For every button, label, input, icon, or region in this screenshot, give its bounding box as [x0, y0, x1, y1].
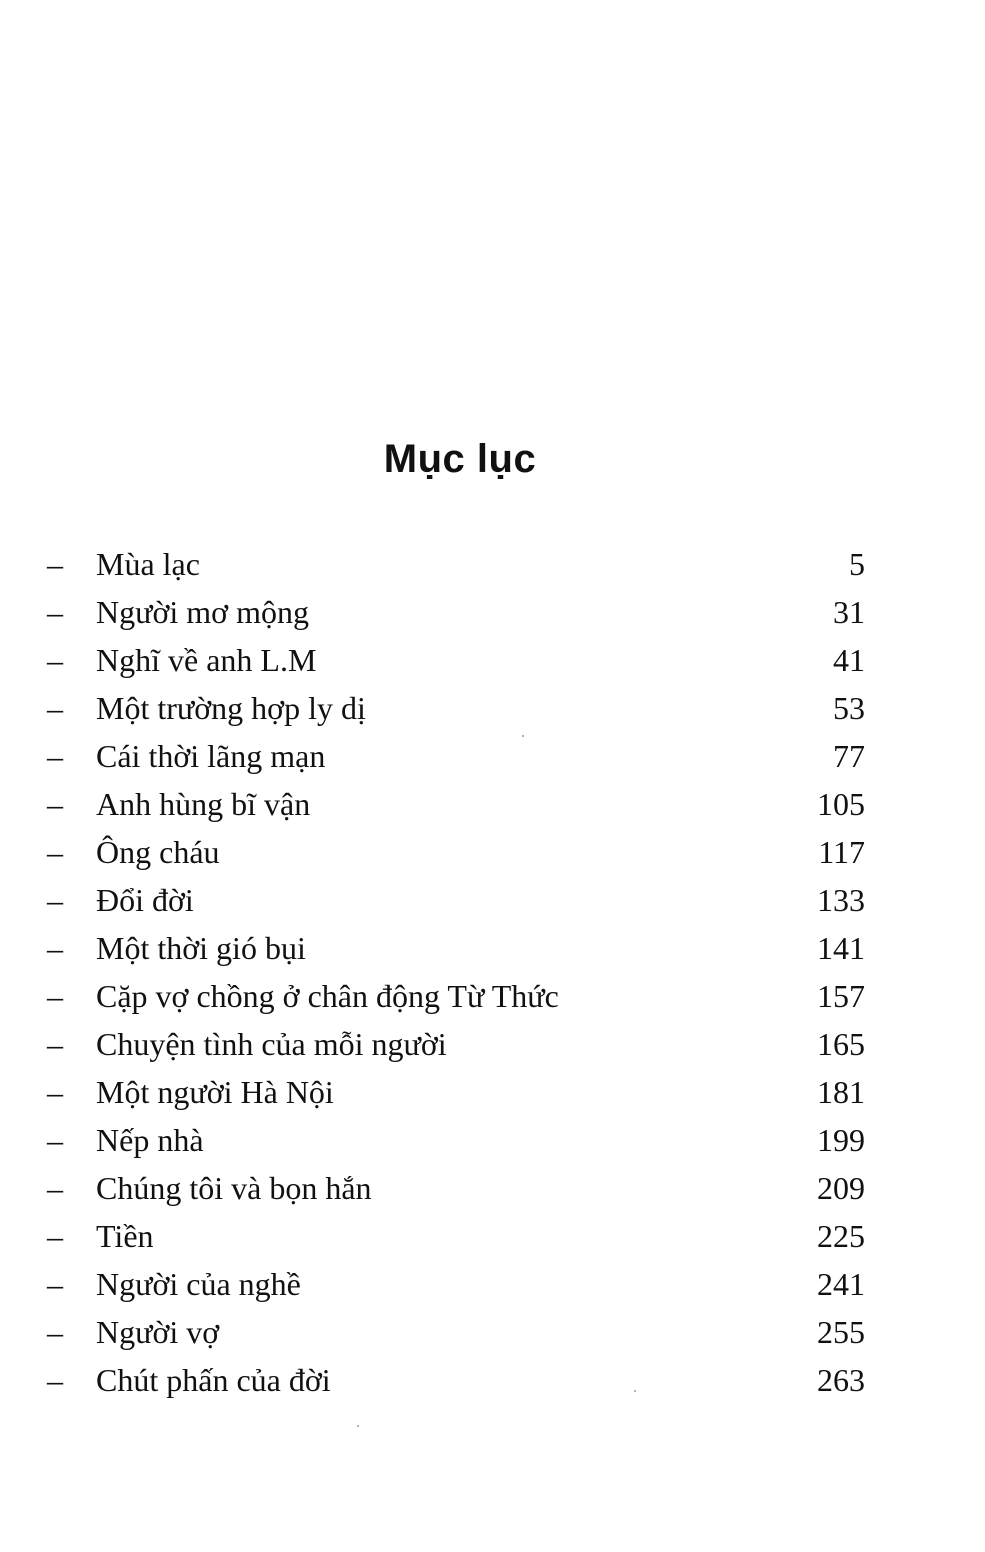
- toc-page-number: 117: [818, 834, 865, 870]
- toc-entry-title: Cái thời lãng mạn: [96, 738, 326, 774]
- toc-entry[interactable]: [0, 780, 985, 828]
- toc-dash: –: [47, 1122, 63, 1158]
- toc-page-number: 263: [817, 1362, 865, 1398]
- toc-entry[interactable]: [0, 924, 985, 972]
- toc-entry[interactable]: [0, 1068, 985, 1116]
- toc-entry[interactable]: [0, 684, 985, 732]
- toc-page-number: 181: [817, 1074, 865, 1110]
- toc-entry[interactable]: [0, 876, 985, 924]
- toc-dash: –: [47, 1074, 63, 1110]
- toc-entry-title: Một người Hà Nội: [96, 1074, 334, 1110]
- toc-page-number: 31: [833, 594, 865, 630]
- toc-page-number: 41: [833, 642, 865, 678]
- toc-dash: –: [47, 930, 63, 966]
- toc-entry-title: Mùa lạc: [96, 546, 200, 582]
- toc-entry[interactable]: [0, 1020, 985, 1068]
- table-of-contents: [0, 540, 985, 1404]
- toc-entry-title: Chuyện tình của mỗi người: [96, 1026, 447, 1062]
- toc-entry-title: Anh hùng bĩ vận: [96, 786, 311, 822]
- toc-page-number: 157: [817, 978, 865, 1014]
- toc-entry-title: Cặp vợ chồng ở chân động Từ Thức: [96, 978, 559, 1014]
- toc-dash: –: [47, 642, 63, 678]
- toc-page-number: 255: [817, 1314, 865, 1350]
- toc-entry-title: Ông cháu: [96, 834, 220, 870]
- toc-entry-title: Người vợ: [96, 1314, 220, 1350]
- toc-entry[interactable]: [0, 588, 985, 636]
- toc-entry[interactable]: [0, 828, 985, 876]
- toc-entry-title: Đổi đời: [96, 882, 194, 918]
- toc-entry-title: Một trường hợp ly dị: [96, 690, 366, 726]
- toc-page-number: 225: [817, 1218, 865, 1254]
- toc-dash: –: [47, 1314, 63, 1350]
- toc-page-number: 53: [833, 690, 865, 726]
- toc-entry[interactable]: [0, 972, 985, 1020]
- paper-speck: [522, 735, 524, 737]
- toc-entry-title: Một thời gió bụi: [96, 930, 306, 966]
- toc-dash: –: [47, 1170, 63, 1206]
- toc-entry-title: Người của nghề: [96, 1266, 301, 1302]
- toc-page-number: 133: [817, 882, 865, 918]
- toc-entry[interactable]: [0, 1260, 985, 1308]
- paper-speck: [634, 1390, 636, 1392]
- toc-page-number: 5: [849, 546, 865, 582]
- toc-dash: –: [47, 1218, 63, 1254]
- toc-dash: –: [47, 882, 63, 918]
- toc-dash: –: [47, 786, 63, 822]
- paper-speck: [357, 1425, 359, 1427]
- toc-page-number: 199: [817, 1122, 865, 1158]
- toc-entry-title: Nếp nhà: [96, 1122, 204, 1158]
- toc-page-number: 241: [817, 1266, 865, 1302]
- toc-page-number: 209: [817, 1170, 865, 1206]
- toc-entry-title: Nghĩ về anh L.M: [96, 642, 317, 678]
- toc-entry-title: Tiền: [96, 1218, 154, 1254]
- toc-dash: –: [47, 1266, 63, 1302]
- toc-page-number: 77: [833, 738, 865, 774]
- toc-entry[interactable]: [0, 1308, 985, 1356]
- toc-entry-title: Người mơ mộng: [96, 594, 309, 630]
- toc-page-number: 141: [817, 930, 865, 966]
- toc-dash: –: [47, 1026, 63, 1062]
- toc-dash: –: [47, 594, 63, 630]
- toc-page-number: 165: [817, 1026, 865, 1062]
- toc-entry[interactable]: [0, 732, 985, 780]
- toc-entry[interactable]: [0, 1164, 985, 1212]
- toc-entry[interactable]: [0, 1356, 985, 1404]
- toc-dash: –: [47, 738, 63, 774]
- toc-page-number: 105: [817, 786, 865, 822]
- toc-dash: –: [47, 1362, 63, 1398]
- toc-entry[interactable]: [0, 1212, 985, 1260]
- toc-entry[interactable]: [0, 636, 985, 684]
- page-title: Mục lục: [383, 436, 537, 481]
- toc-entry[interactable]: [0, 540, 985, 588]
- toc-dash: –: [47, 690, 63, 726]
- toc-dash: –: [47, 834, 63, 870]
- toc-entry[interactable]: [0, 1116, 985, 1164]
- toc-dash: –: [47, 546, 63, 582]
- toc-entry-title: Chút phấn của đời: [96, 1362, 331, 1398]
- toc-dash: –: [47, 978, 63, 1014]
- toc-entry-title: Chúng tôi và bọn hắn: [96, 1170, 372, 1206]
